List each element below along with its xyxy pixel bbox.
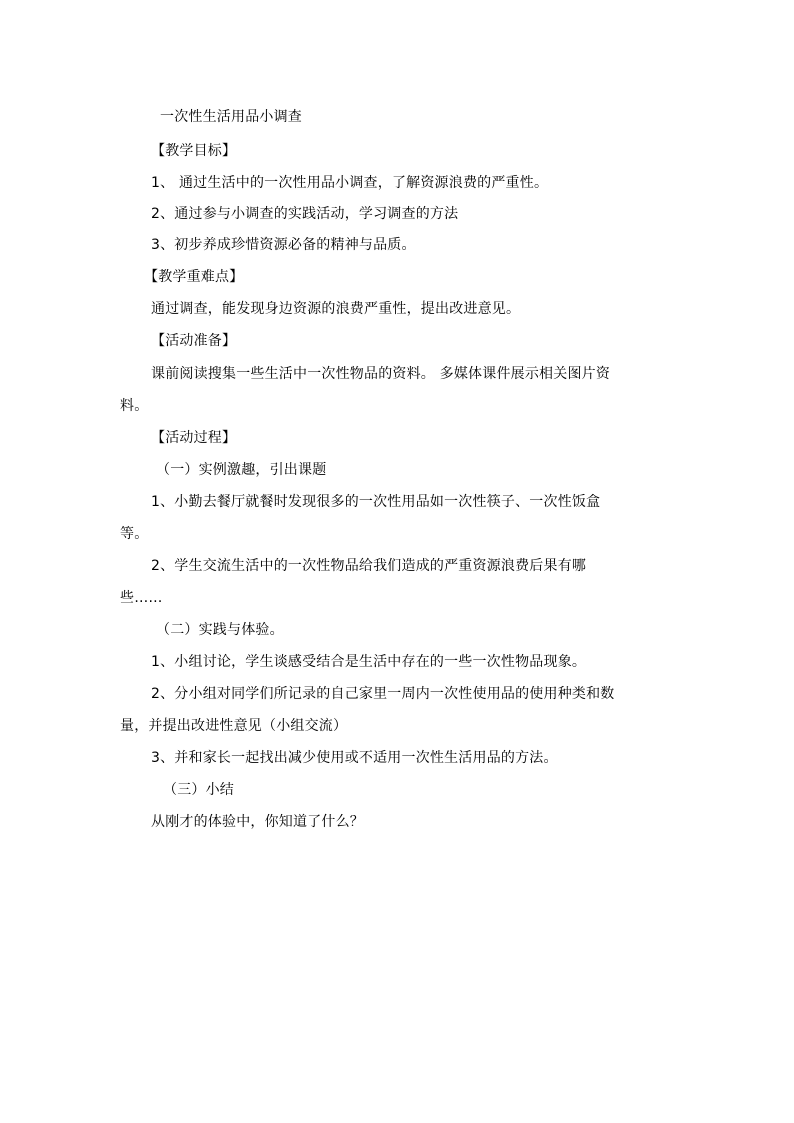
objectives-heading: 【教学目标】 bbox=[151, 143, 237, 159]
part2-item-2-line-1: 2、分小组对同学们所记录的自己家里一周内一次性使用品的使用种类和数 bbox=[151, 686, 615, 702]
objective-item-1: 1、 通过生活中的一次性用品小调查，了解资源浪费的严重性。 bbox=[151, 175, 549, 191]
key-points-heading: 【教学重难点】 bbox=[144, 269, 244, 285]
part3-heading: （三）小结 bbox=[163, 782, 234, 798]
part1-item-2-line-2: 些…… bbox=[120, 590, 163, 606]
part1-item-2-line-1: 2、学生交流生活中的一次性物品给我们造成的严重资源浪费后果有哪 bbox=[151, 558, 587, 574]
part1-item-1-line-2: 等。 bbox=[120, 526, 149, 542]
part2-heading: （二）实践与体验。 bbox=[156, 622, 284, 638]
part2-item-3: 3、并和家长一起找出减少使用或不适用一次性生活用品的方法。 bbox=[151, 750, 558, 766]
part1-heading: （一）实例激趣，引出课题 bbox=[156, 462, 327, 478]
objective-item-2: 2、通过参与小调查的实践活动，学习调查的方法 bbox=[151, 206, 459, 222]
part3-text: 从刚才的体验中，你知道了什么？ bbox=[151, 814, 364, 830]
part1-item-1-line-1: 1、小勤去餐厅就餐时发现很多的一次性用品如一次性筷子、一次性饭盒 bbox=[151, 494, 601, 510]
process-heading: 【活动过程】 bbox=[151, 430, 237, 446]
part2-item-1: 1、小组讨论，学生谈感受结合是生活中存在的一些一次性物品现象。 bbox=[151, 654, 587, 670]
key-points-text: 通过调查，能发现身边资源的浪费严重性，提出改进意见。 bbox=[151, 301, 521, 317]
part2-item-2-line-2: 量，并提出改进性意见（小组交流） bbox=[120, 718, 348, 734]
objective-item-3: 3、初步养成珍惜资源必备的精神与品质。 bbox=[151, 237, 416, 253]
preparation-text-line-2: 料。 bbox=[120, 398, 149, 414]
preparation-heading: 【活动准备】 bbox=[151, 333, 237, 349]
document-title: 一次性生活用品小调查 bbox=[160, 109, 302, 125]
preparation-text-line-1: 课前阅读搜集一些生活中一次性物品的资料。 多媒体课件展示相关图片资 bbox=[151, 366, 611, 382]
